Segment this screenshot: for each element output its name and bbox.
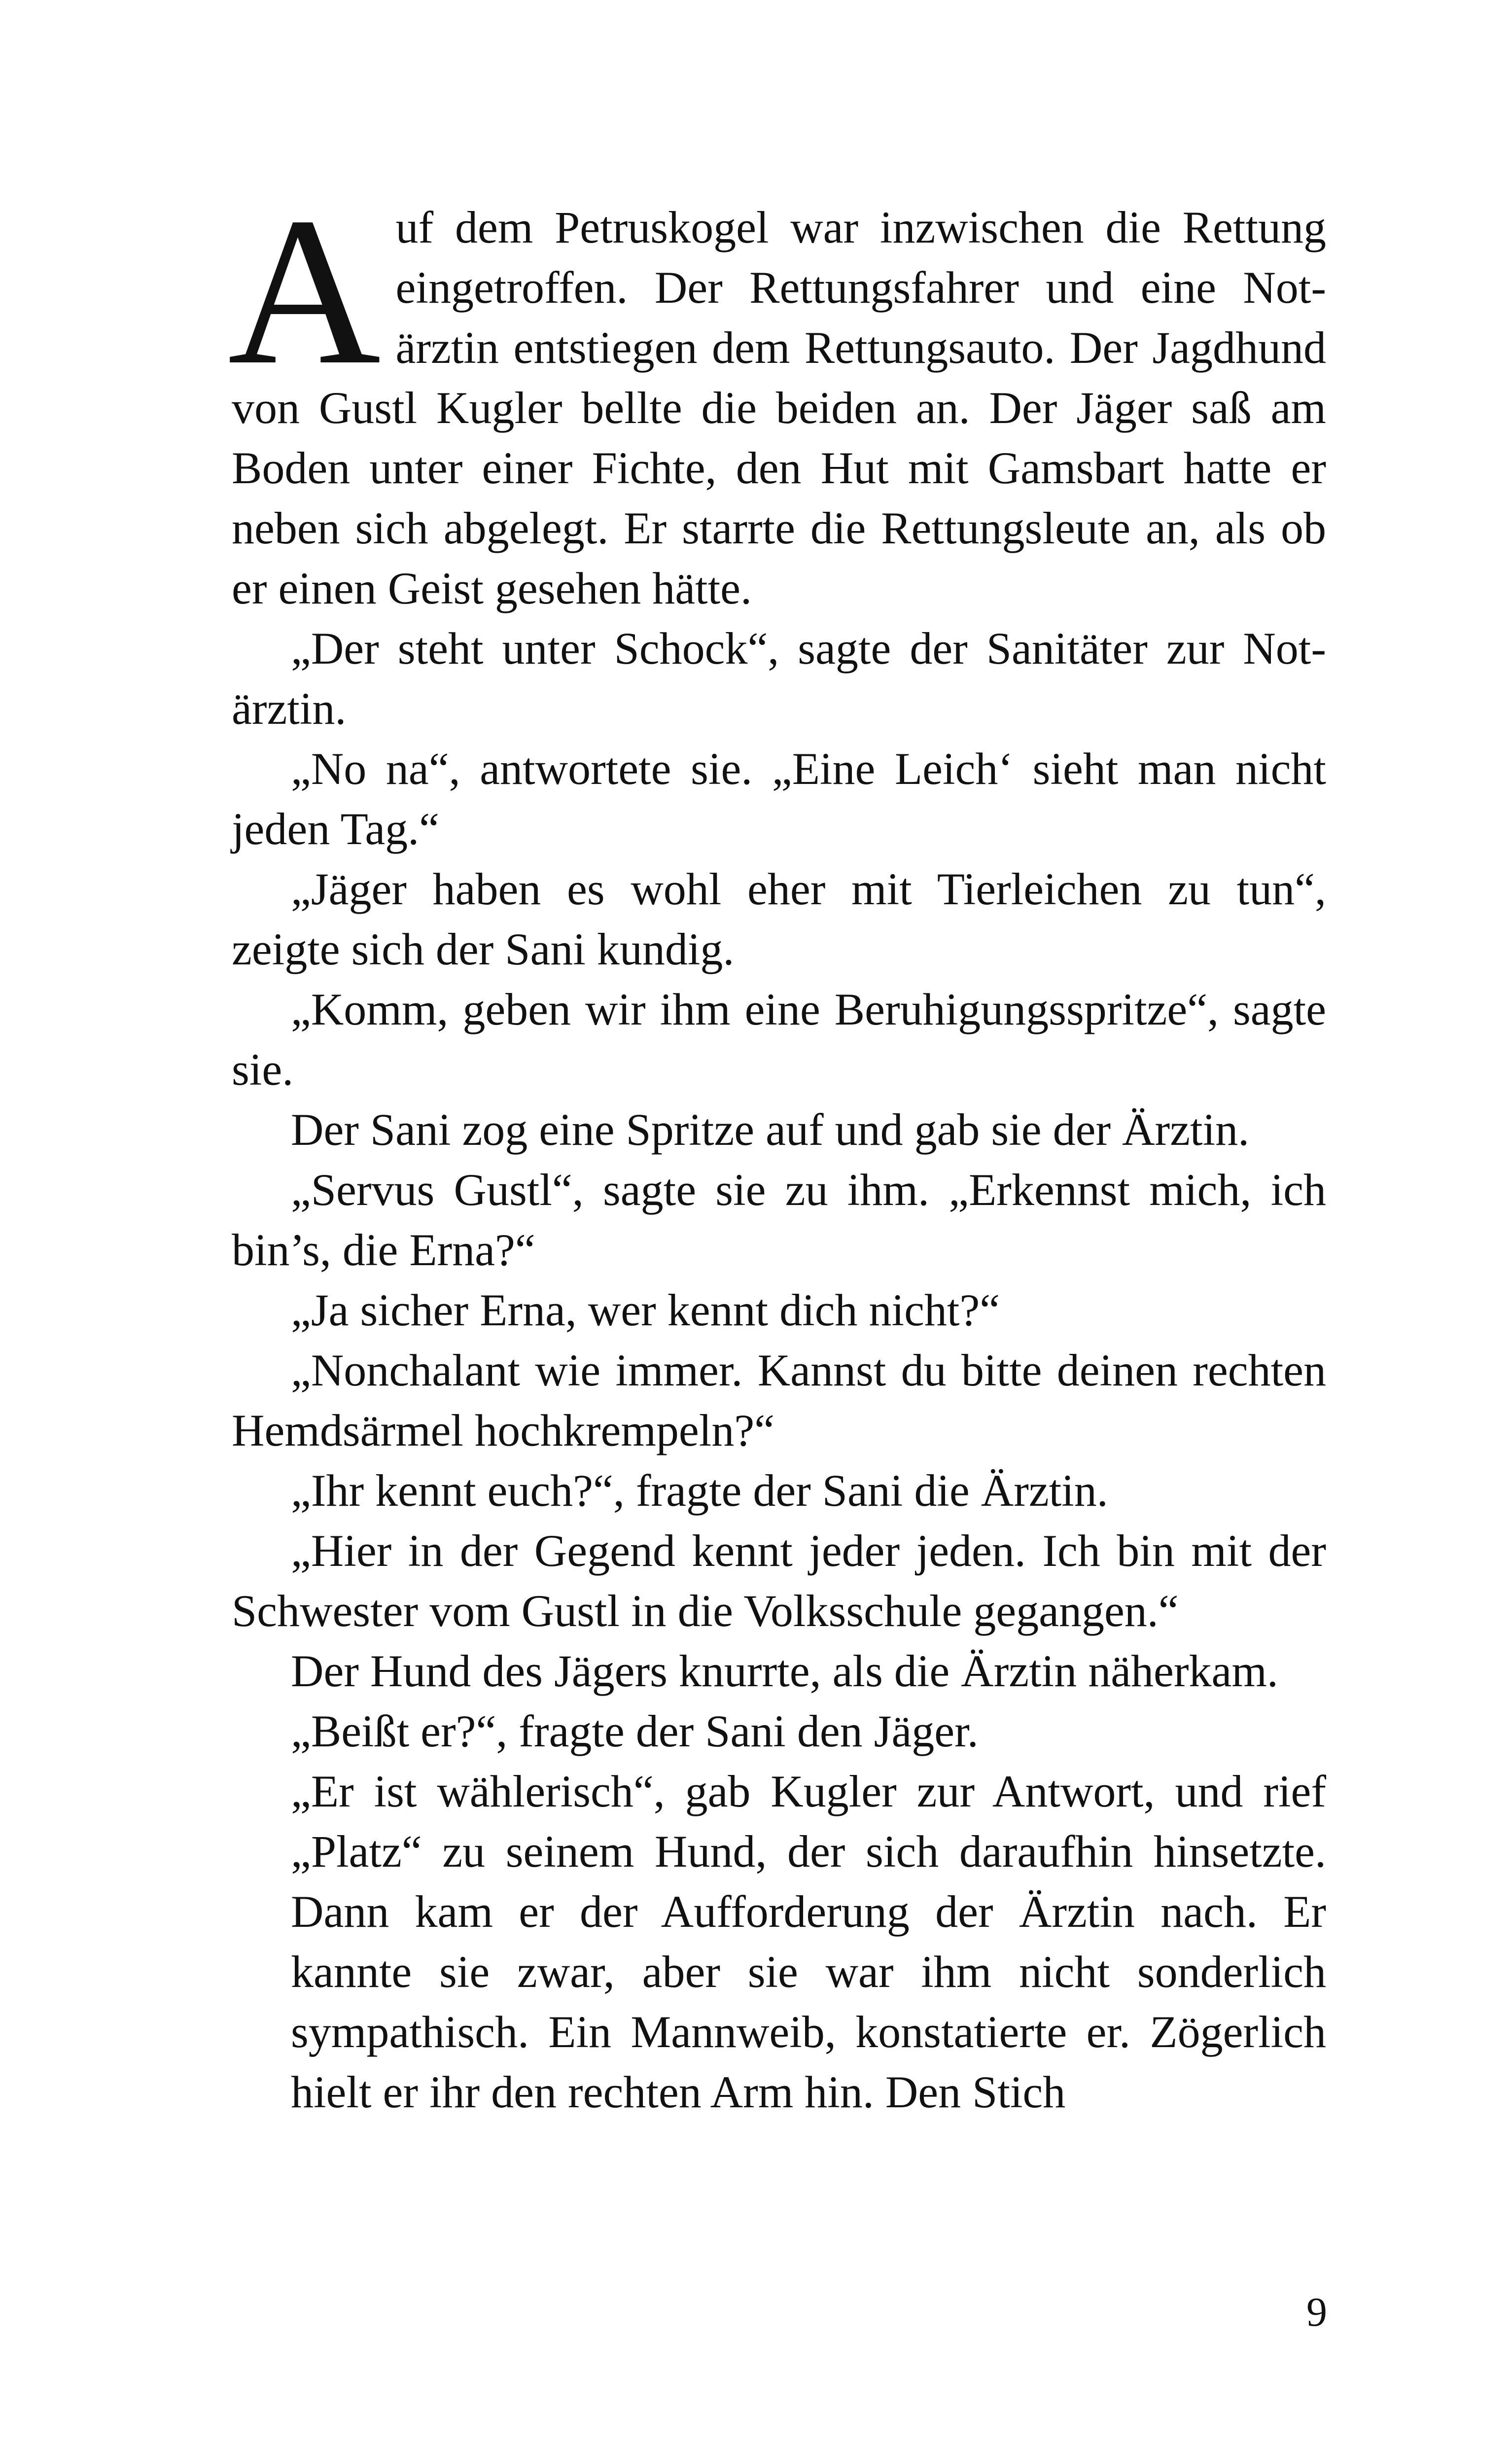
paragraph-13: „Beißt er?“, fragte der Sani den Jäger. (291, 1706, 979, 1756)
paragraph-14: „Er ist wählerisch“, gab Kugler zur Antwort, und rief „Platz“ zu seinem Hund, der sich daraufhin hinsetzte. Dann kam er der Aufforderung der Ärztin nach. Er kannte sie zwar, aber sie war ihm nicht sonderlich sympathisch. Ein Mannweib, konstatierte er. Zögerlich hielt er ihr den rechten Arm hin. Den Stich (291, 1766, 1326, 2117)
paragraph-4: „Jäger haben es wohl eher mit Tierleichen zu tun“, zeigte sich der Sani kundig. (232, 864, 1326, 974)
page-number: 9 (1306, 2289, 1327, 2335)
paragraph-11: „Hier in der Gegend kennt jeder jeden. Ich bin mit der Schwester vom Gustl in die Volksschule gegangen.“ (232, 1525, 1326, 1636)
page-body (228, 174, 1326, 2122)
paragraph-12: Der Hund des Jägers knurrte, als die Ärztin näherkam. (291, 1646, 1278, 1696)
paragraph-2: „Der steht unter Schock“, sagte der Sanitäter zur Notärztin. (232, 623, 1326, 734)
paragraph-9: „Nonchalant wie immer. Kannst du bitte deinen rechten Hemdsärmel hochkrempeln?“ (232, 1345, 1326, 1455)
paragraph-8: „Ja sicher Erna, wer kennt dich nicht?“ (291, 1285, 1000, 1335)
paragraph-3: „No na“, antwortete sie. „Eine Leich‘ sieht man nicht jeden Tag.“ (232, 744, 1326, 854)
paragraph-6: Der Sani zog eine Spritze auf und gab sie der Ärztin. (291, 1104, 1250, 1155)
paragraph-5: „Komm, geben wir ihm eine Beruhigungsspritze“, sagte sie. (232, 984, 1326, 1095)
paragraph-10: „Ihr kennt euch?“, fragte der Sani die Ärztin. (291, 1465, 1108, 1516)
drop-cap: A (228, 174, 381, 409)
paragraph-1 (228, 174, 1326, 618)
paragraph-7: „Servus Gustl“, sagte sie zu ihm. „Erkennst mich, ich bin’s, die Erna?“ (232, 1165, 1326, 1275)
paragraph-1-text: uf dem Petruskogel war inzwischen die Rettung eingetroffen. Der Rettungsfahrer und eine Notärztin entstiegen dem Rettungsauto. Der Jagdhund von Gustl Kugler bellte die beiden an. Der Jäger saß am Boden unter einer Fichte, den Hut mit Gamsbart hatte er neben sich abgelegt. Er starrte die Rettungsleute an, als ob er einen Geist gesehen hätte. (232, 202, 1326, 613)
